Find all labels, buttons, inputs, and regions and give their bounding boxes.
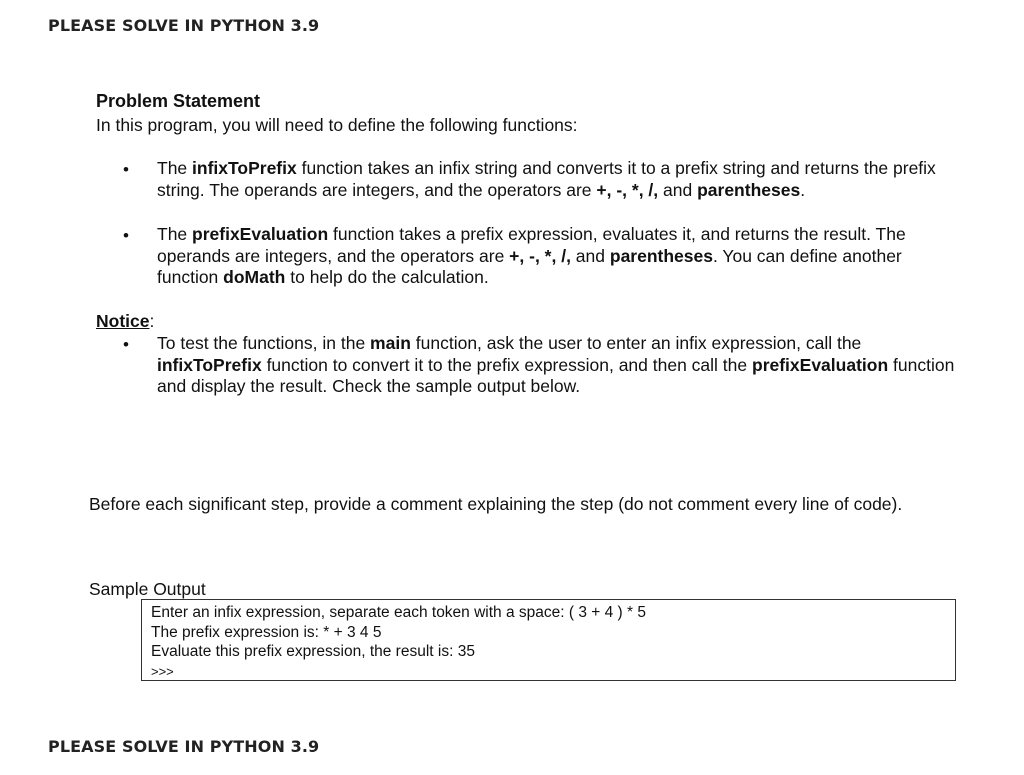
bullet-marker: • (123, 335, 129, 354)
sample-line: Enter an infix expression, separate each token with a space: ( 3 + 4 ) * 5 (151, 604, 646, 621)
comment-instruction: Before each significant step, provide a comment explaining the step (do not comment every line of code). (89, 494, 903, 514)
func-name-do-math: doMath (223, 267, 286, 287)
sample-line: Evaluate this prefix expression, the result is: 35 (151, 643, 475, 660)
bullet-infix-to-prefix: The infixToPrefix function takes an infix string and converts it to a prefix string and returns the prefix string. The operands are integers, and the operators are +, -, *, /, and parentheses. (157, 158, 936, 200)
sample-prompt: >>> (151, 663, 174, 679)
bullet-marker: • (123, 226, 129, 245)
sample-output-box (141, 599, 956, 681)
func-name-infix-to-prefix: infixToPrefix (192, 158, 297, 178)
notice-label: Notice: (96, 311, 155, 331)
func-name-prefix-evaluation: prefixEvaluation (192, 224, 329, 244)
func-name-prefix-evaluation: prefixEvaluation (752, 354, 889, 375)
sample-output-label: Sample Output (89, 579, 206, 599)
notice-bullet: To test the functions, in the main function, ask the user to enter an infix expression, call the infixToPrefix function to convert it to the prefix expression, and then call the prefixEvaluation function and display the result. Check the sample output below. (157, 333, 955, 396)
bullet-marker: • (123, 160, 129, 179)
problem-heading: Problem Statement (96, 91, 261, 111)
bullet-prefix-evaluation: The prefixEvaluation function takes a prefix expression, evaluates it, and returns the result. The operands are integers, and the operators are +, -, *, /, and parentheses. You can define another function doMath to help do the calculation. (157, 224, 906, 287)
problem-intro: In this program, you will need to define the following functions: (96, 115, 578, 135)
func-name-main: main (370, 333, 411, 353)
sample-line: The prefix expression is: * + 3 4 5 (151, 623, 382, 641)
operators: +, -, *, /, (509, 245, 571, 266)
top-banner: PLEASE SOLVE IN PYTHON 3.9 (48, 16, 320, 35)
bottom-banner: PLEASE SOLVE IN PYTHON 3.9 (48, 737, 320, 756)
parentheses-text: parentheses (609, 245, 713, 266)
operators: +, -, *, /, (596, 179, 659, 200)
parentheses-text: parentheses (697, 179, 801, 200)
func-name-infix-to-prefix: infixToPrefix (157, 354, 262, 375)
